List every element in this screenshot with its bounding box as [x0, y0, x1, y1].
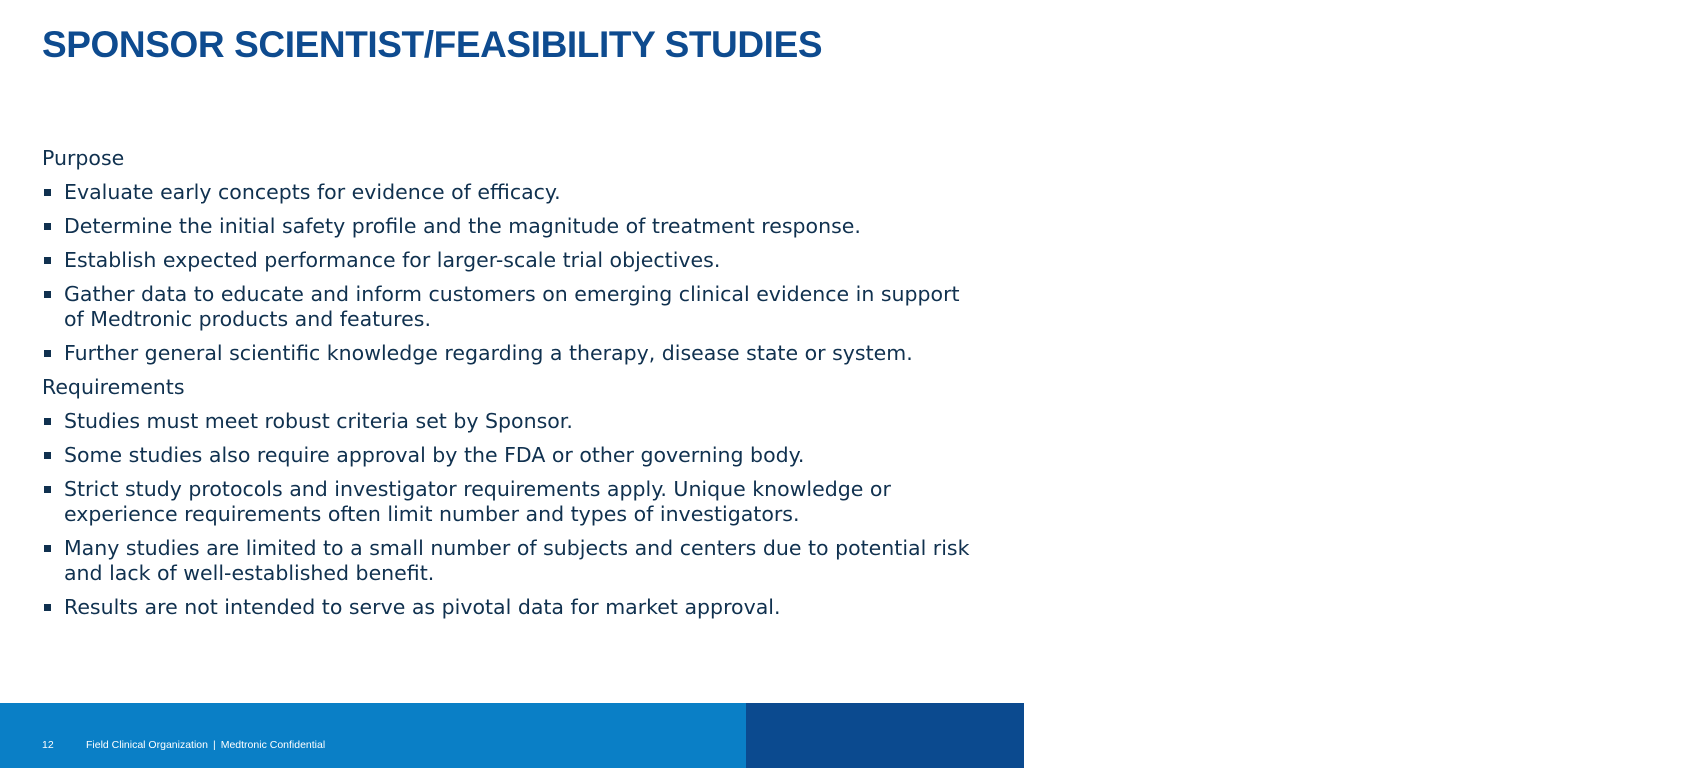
- bullet-square-icon: [44, 291, 51, 298]
- bullet-text: Determine the initial safety profile and the magnitude of treatment response.: [64, 214, 861, 238]
- bullet-item: [42, 341, 982, 366]
- bullet-text: Results are not intended to serve as pivotal data for market approval.: [64, 595, 781, 619]
- purpose-bullet-list: [42, 180, 982, 366]
- medtronic-logo: Medtronic: [1596, 724, 1708, 752]
- bullet-item: [42, 409, 982, 434]
- bullet-square-icon: [44, 486, 51, 493]
- bullet-text: Evaluate early concepts for evidence of efficacy.: [64, 180, 561, 204]
- footer-bar: [0, 703, 1708, 768]
- slide-body: [42, 146, 982, 629]
- confidentiality-label: Medtronic Confidential: [220, 739, 326, 751]
- bullet-square-icon: [44, 604, 51, 611]
- section-heading-purpose: Purpose: [42, 146, 125, 170]
- bullet-item: [42, 595, 982, 620]
- bullet-text: Strict study protocols and investigator requirements apply. Unique knowledge or experience requirements often limit number and types of investigators.: [64, 477, 891, 526]
- footer-right-panel: [746, 703, 1708, 768]
- bullet-square-icon: [44, 545, 51, 552]
- bullet-item: [42, 248, 982, 273]
- section-heading-requirements: Requirements: [42, 375, 185, 399]
- footer-left-panel: [0, 703, 746, 768]
- bullet-item: [42, 443, 982, 468]
- organization-name: Field Clinical Organization: [86, 739, 208, 751]
- bullet-item: [42, 180, 982, 205]
- bullet-square-icon: [44, 452, 51, 459]
- footer-separator: |: [212, 739, 216, 751]
- bullet-square-icon: [44, 257, 51, 264]
- bullet-item: [42, 536, 982, 586]
- bullet-text: Establish expected performance for larger-scale trial objectives.: [64, 248, 721, 272]
- bullet-square-icon: [44, 223, 51, 230]
- bullet-item: [42, 477, 982, 527]
- bullet-square-icon: [44, 189, 51, 196]
- bullet-square-icon: [44, 418, 51, 425]
- bullet-text: Some studies also require approval by the FDA or other governing body.: [64, 443, 805, 467]
- bullet-text: Further general scientific knowledge regarding a therapy, disease state or system.: [64, 341, 913, 365]
- footer-caption: [86, 739, 325, 751]
- bullet-text: Many studies are limited to a small number of subjects and centers due to potential risk and lack of well-established benefit.: [64, 536, 970, 585]
- bullet-square-icon: [44, 350, 51, 357]
- page-number: 12: [42, 739, 54, 751]
- bullet-text: Studies must meet robust criteria set by Sponsor.: [64, 409, 573, 433]
- bullet-item: [42, 282, 982, 332]
- slide-title: SPONSOR SCIENTIST/FEASIBILITY STUDIES: [42, 24, 823, 65]
- bullet-text: Gather data to educate and inform customers on emerging clinical evidence in support of Medtronic products and features.: [64, 282, 960, 331]
- requirements-bullet-list: [42, 409, 982, 620]
- bullet-item: [42, 214, 982, 239]
